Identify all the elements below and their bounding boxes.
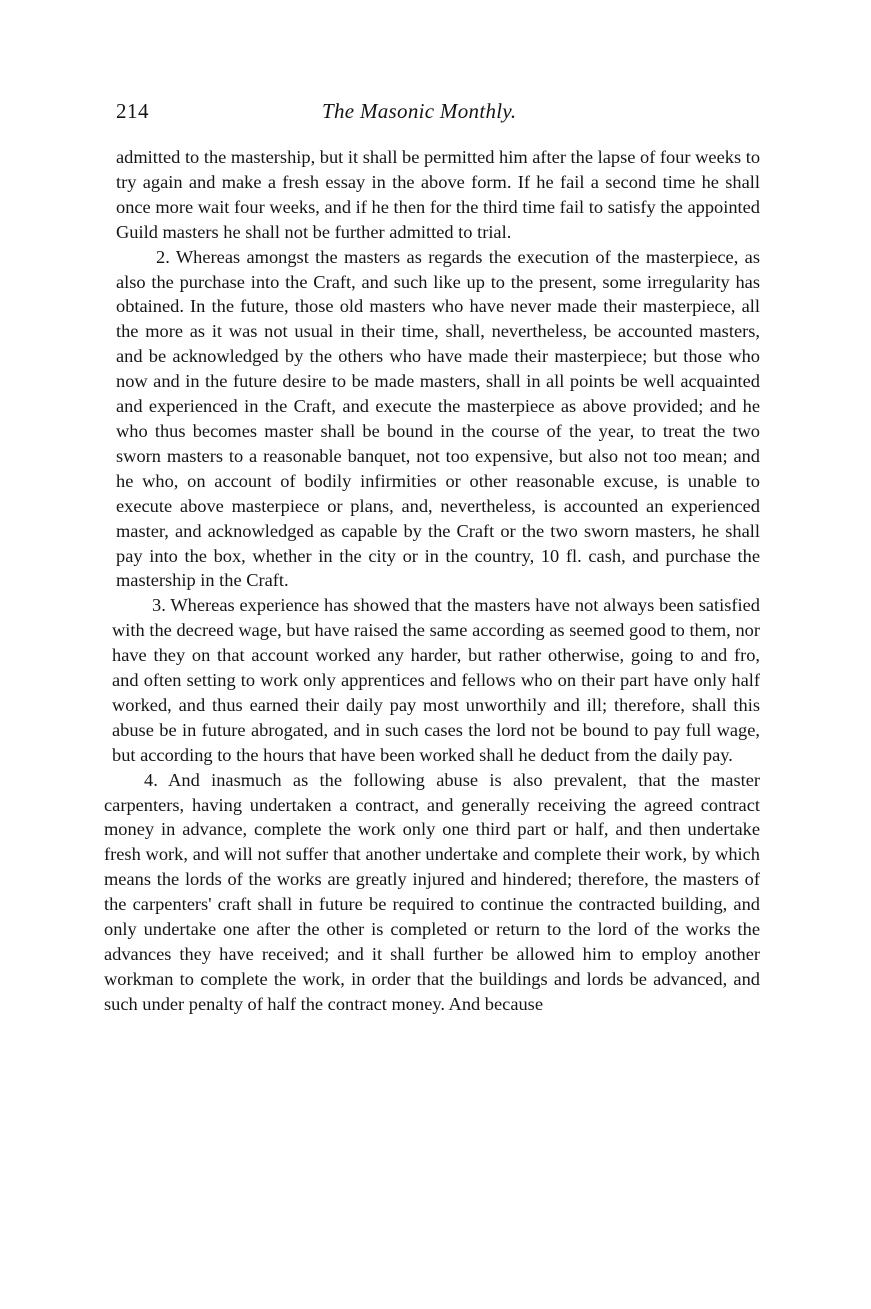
paragraph-article-2: 2. Whereas amongst the masters as regards the execution of the masterpiece, as also the purchase into the Craft, and such like up to the present, some irregularity has obtained. In the future, those old masters who have never made their masterpiece, all the more as it was not usual in their time, shall, nevertheless, be accounted masters, and be acknowledged by the others who have made their masterpiece; but those who now and in the future desire to be made masters, shall in all points be well acquainted and experienced in the Craft, and execute the masterpiece as above provided; and he who thus becomes master shall be bound in the course of the year, to treat the two sworn masters to a reasonable banquet, not too expensive, but also not too mean; and he who, on account of bodily infirmities or other reasonable excuse, is unable to execute above masterpiece or plans, and, nevertheless, is accounted an experienced master, and acknowledged as capable by the Craft or the two sworn masters, he shall pay into the box, whether in the city or in the country, 10 fl. cash, and purchase the mastership in the Craft. (116, 246, 760, 591)
paragraph-continuation: admitted to the mastership, but it shall be permitted him after the lapse of four weeks to try again and make a fresh essay in the above form. If he fail a second time he shall once more wait four weeks, and if he then for the third time fail to satisfy the appointed Guild masters he shall not be further admitted to trial. (116, 147, 761, 242)
page-number: 214 (116, 99, 149, 123)
journal-title: The Masonic Monthly. (322, 99, 517, 123)
paragraph-article-4: 4. And inasmuch as the following abuse is also prevalent, that the master carpenters, having undertaken a contract, and generally receiving the agreed contract money in advance, complete the work only one third part or half, and then undertake fresh work, and will not suffer that another undertake and complete their work, by which means the lords of the works are greatly injured and hindered; therefore, the masters of the carpenters' craft shall in future be required to continue the contracted building, and only undertake one after the other is completed or return to the lord of the works the advances they have received; and it shall further be allowed him to employ another workman to complete the work, in order that the buildings and lords be advanced, and such under penalty of half the contract money. And because (104, 769, 760, 1014)
running-header (0, 99, 871, 129)
body-text (104, 145, 760, 1017)
paragraph-article-3: 3. Whereas experience has showed that the masters have not always been satisfied with the decreed wage, but have raised the same according as seemed good to them, nor have they on that account worked any harder, but rather otherwise, going to and fro, and often setting to work only apprentices and fellows who on their part have only half worked, and thus earned their daily pay most unworthily and ill; therefore, shall this abuse be in future abrogated, and in such cases the lord not be bound to pay full wage, but according to the hours that have been worked shall he deduct from the daily pay. (112, 595, 760, 765)
